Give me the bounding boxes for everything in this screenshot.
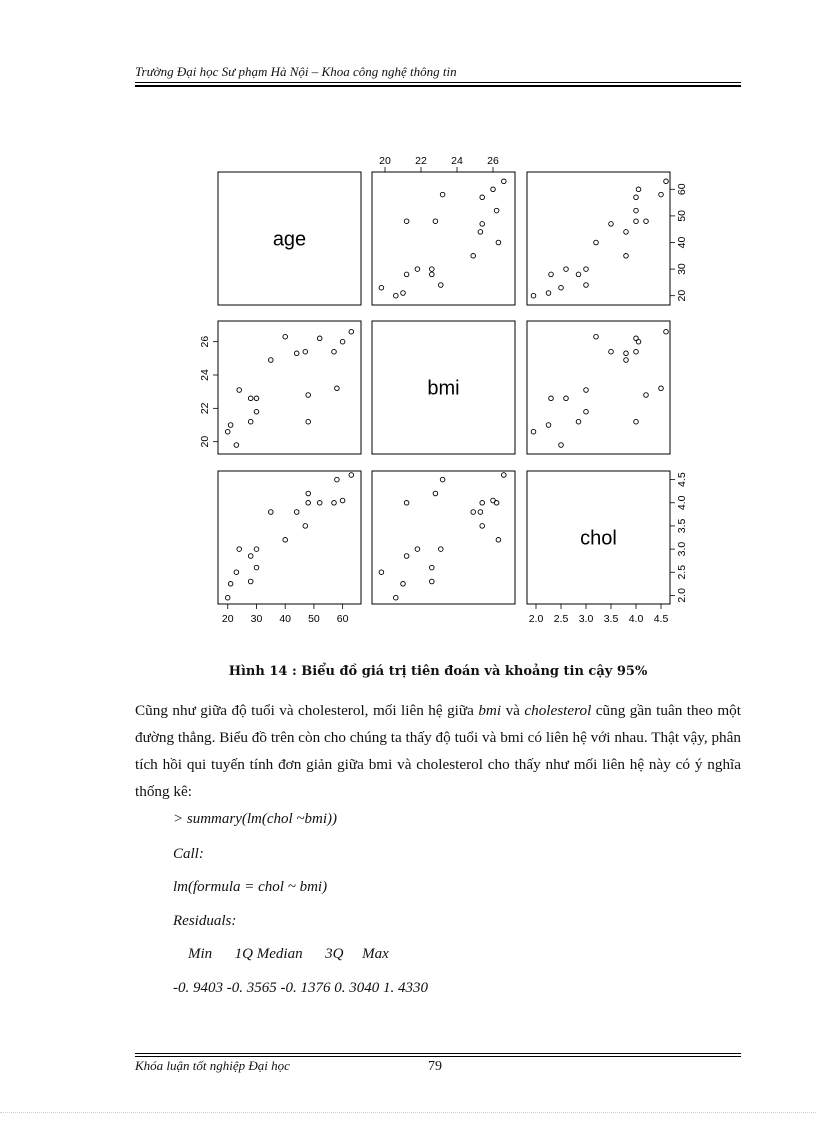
point-bmi-vs-age bbox=[234, 443, 239, 448]
right-axis-chol-tick-label: 4.5 bbox=[676, 472, 688, 487]
point-chol-vs-bmi bbox=[480, 524, 485, 529]
point-chol-vs-age bbox=[269, 510, 274, 515]
point-chol-vs-bmi bbox=[471, 510, 476, 515]
point-chol-vs-bmi bbox=[404, 554, 409, 559]
point-bmi-vs-age bbox=[317, 336, 322, 341]
bottom-axis-chol-tick-label: 4.0 bbox=[628, 613, 644, 625]
code-line-3: lm(formula = chol ~ bmi) bbox=[173, 879, 328, 895]
bottom-axis-chol-tick-label: 3.5 bbox=[603, 613, 619, 625]
point-chol-vs-age bbox=[303, 524, 308, 529]
diagonal-label-chol: chol bbox=[580, 527, 617, 550]
point-bmi-vs-chol bbox=[576, 419, 581, 424]
point-bmi-vs-age bbox=[335, 386, 340, 391]
point-chol-vs-bmi bbox=[478, 510, 483, 515]
footer-title: Khóa luận tốt nghiệp Đại học bbox=[135, 1058, 290, 1073]
point-bmi-vs-chol bbox=[531, 429, 536, 434]
point-bmi-vs-age bbox=[254, 396, 259, 401]
point-age-vs-bmi bbox=[401, 291, 406, 296]
point-bmi-vs-chol bbox=[636, 339, 641, 344]
point-age-vs-chol bbox=[546, 291, 551, 296]
point-chol-vs-bmi bbox=[480, 501, 485, 506]
point-chol-vs-bmi bbox=[379, 570, 384, 575]
point-chol-vs-bmi bbox=[415, 547, 420, 552]
right-axis-age-tick-label: 20 bbox=[676, 289, 688, 302]
point-chol-vs-bmi bbox=[496, 538, 501, 543]
term-cholesterol: cholesterol bbox=[524, 702, 592, 719]
point-age-vs-chol bbox=[531, 293, 536, 298]
code-line-1: > summary(lm(chol ~bmi)) bbox=[173, 811, 338, 827]
point-age-vs-bmi bbox=[404, 272, 409, 277]
page-edge bbox=[0, 1112, 816, 1113]
point-age-vs-bmi bbox=[480, 195, 485, 200]
point-age-vs-bmi bbox=[496, 240, 501, 245]
point-age-vs-chol bbox=[659, 192, 664, 197]
point-age-vs-bmi bbox=[430, 267, 435, 272]
point-chol-vs-age bbox=[248, 579, 253, 584]
left-axis-bmi-tick-label: 24 bbox=[199, 369, 211, 381]
point-bmi-vs-chol bbox=[634, 419, 639, 424]
panel-age-chol bbox=[527, 172, 670, 305]
point-age-vs-chol bbox=[584, 267, 589, 272]
point-age-vs-bmi bbox=[439, 283, 444, 288]
point-chol-vs-bmi bbox=[430, 579, 435, 584]
point-chol-vs-age bbox=[349, 473, 354, 478]
point-chol-vs-age bbox=[234, 570, 239, 575]
point-chol-vs-age bbox=[225, 595, 230, 600]
scatterplot-matrix bbox=[180, 140, 700, 645]
point-bmi-vs-age bbox=[294, 351, 299, 356]
point-age-vs-chol bbox=[576, 272, 581, 277]
page-number: 79 bbox=[428, 1059, 442, 1074]
point-bmi-vs-chol bbox=[564, 396, 569, 401]
point-age-vs-chol bbox=[624, 254, 629, 259]
point-chol-vs-age bbox=[306, 491, 311, 496]
point-bmi-vs-age bbox=[225, 429, 230, 434]
point-age-vs-bmi bbox=[394, 293, 399, 298]
diagonal-label-bmi: bmi bbox=[427, 377, 460, 400]
point-bmi-vs-age bbox=[306, 419, 311, 424]
right-axis-age-tick-label: 40 bbox=[676, 236, 688, 249]
point-chol-vs-age bbox=[283, 538, 288, 543]
point-age-vs-chol bbox=[634, 208, 639, 213]
point-bmi-vs-chol bbox=[584, 409, 589, 414]
point-chol-vs-bmi bbox=[502, 473, 507, 478]
point-chol-vs-bmi bbox=[439, 547, 444, 552]
top-axis-bmi-tick-label: 24 bbox=[451, 155, 463, 167]
header-rule bbox=[135, 82, 741, 83]
point-age-vs-chol bbox=[594, 240, 599, 245]
point-age-vs-chol bbox=[564, 267, 569, 272]
code-line-2: Call: bbox=[173, 846, 204, 862]
point-age-vs-bmi bbox=[404, 219, 409, 224]
body-paragraph: Cũng như giữa độ tuổi và cholesterol, mối liên hệ giữa bmi và cholesterol cũng gần tuân theo một đường thẳng. Biểu đồ trên còn cho chúng ta thấy độ tuổi và bmi có liên hệ với nhau. Thật vậy, phân tích hồi qui tuyến tính đơn giản giữa bmi và cholesterol cho thấy như mối liên hệ này có ý nghĩa thống kê: bbox=[135, 702, 741, 800]
top-axis-bmi-tick-label: 26 bbox=[487, 155, 499, 167]
point-chol-vs-bmi bbox=[491, 498, 496, 503]
point-bmi-vs-chol bbox=[559, 443, 564, 448]
bottom-axis-age-tick-label: 20 bbox=[221, 613, 234, 625]
point-age-vs-bmi bbox=[480, 222, 485, 227]
point-bmi-vs-chol bbox=[664, 329, 669, 334]
panel-chol-age bbox=[218, 471, 361, 604]
code-line-5: Min 1Q Median 3Q Max bbox=[173, 946, 389, 962]
footer-rule bbox=[135, 1056, 741, 1057]
point-bmi-vs-age bbox=[269, 358, 274, 363]
point-bmi-vs-age bbox=[283, 334, 288, 339]
point-age-vs-chol bbox=[624, 230, 629, 235]
point-bmi-vs-age bbox=[248, 396, 253, 401]
point-chol-vs-bmi bbox=[401, 582, 406, 587]
point-bmi-vs-age bbox=[254, 409, 259, 414]
point-bmi-vs-chol bbox=[549, 396, 554, 401]
point-bmi-vs-age bbox=[332, 349, 337, 354]
point-age-vs-bmi bbox=[440, 192, 445, 197]
point-age-vs-bmi bbox=[478, 230, 483, 235]
point-chol-vs-age bbox=[294, 510, 299, 515]
point-age-vs-chol bbox=[549, 272, 554, 277]
left-axis-bmi-tick-label: 22 bbox=[199, 402, 211, 415]
point-bmi-vs-age bbox=[340, 339, 345, 344]
point-age-vs-bmi bbox=[502, 179, 507, 184]
point-age-vs-chol bbox=[559, 285, 564, 290]
point-chol-vs-age bbox=[228, 582, 233, 587]
panel-bmi-chol bbox=[527, 321, 670, 454]
point-chol-vs-bmi bbox=[430, 565, 435, 570]
bottom-axis-chol-tick-label: 2.0 bbox=[528, 613, 544, 625]
point-chol-vs-bmi bbox=[440, 477, 445, 482]
point-chol-vs-age bbox=[335, 477, 340, 482]
right-axis-age-tick-label: 30 bbox=[676, 263, 688, 275]
bottom-axis-age-tick-label: 30 bbox=[250, 613, 263, 625]
point-age-vs-chol bbox=[609, 222, 614, 227]
point-age-vs-chol bbox=[634, 195, 639, 200]
point-chol-vs-age bbox=[317, 501, 322, 506]
header-rule-thick bbox=[135, 85, 741, 87]
point-age-vs-chol bbox=[584, 283, 589, 288]
point-age-vs-chol bbox=[636, 187, 641, 192]
left-axis-bmi-tick-label: 26 bbox=[199, 335, 211, 348]
bottom-axis-age-tick-label: 50 bbox=[308, 613, 320, 625]
point-bmi-vs-chol bbox=[659, 386, 664, 391]
point-bmi-vs-chol bbox=[594, 334, 599, 339]
point-bmi-vs-chol bbox=[624, 351, 629, 356]
term-bmi: bmi bbox=[478, 702, 502, 719]
point-age-vs-bmi bbox=[471, 254, 476, 259]
point-chol-vs-bmi bbox=[433, 491, 438, 496]
point-chol-vs-age bbox=[332, 501, 337, 506]
page-header: Trường Đại học Sư phạm Hà Nội – Khoa công nghệ thông tin bbox=[135, 64, 457, 79]
right-axis-chol-tick-label: 2.0 bbox=[676, 588, 688, 603]
point-chol-vs-bmi bbox=[404, 501, 409, 506]
point-age-vs-bmi bbox=[415, 267, 420, 272]
point-bmi-vs-chol bbox=[644, 393, 649, 398]
bottom-axis-chol-tick-label: 3.0 bbox=[578, 613, 594, 625]
right-axis-chol-tick-label: 3.0 bbox=[676, 541, 688, 557]
point-bmi-vs-chol bbox=[609, 349, 614, 354]
point-bmi-vs-age bbox=[306, 393, 311, 398]
right-axis-age-tick-label: 60 bbox=[676, 183, 688, 196]
bottom-axis-chol-tick-label: 4.5 bbox=[653, 613, 669, 625]
right-axis-chol-tick-label: 4.0 bbox=[676, 495, 688, 511]
point-age-vs-chol bbox=[664, 179, 669, 184]
point-age-vs-bmi bbox=[491, 187, 496, 192]
point-chol-vs-age bbox=[248, 554, 253, 559]
point-bmi-vs-chol bbox=[624, 358, 629, 363]
left-axis-bmi-tick-label: 20 bbox=[199, 435, 211, 448]
bottom-axis-chol-tick-label: 2.5 bbox=[553, 613, 569, 625]
point-chol-vs-age bbox=[306, 501, 311, 506]
point-chol-vs-age bbox=[237, 547, 242, 552]
top-axis-bmi-tick-label: 22 bbox=[415, 155, 427, 167]
point-age-vs-bmi bbox=[433, 219, 438, 224]
point-bmi-vs-chol bbox=[546, 423, 551, 428]
point-bmi-vs-age bbox=[237, 388, 242, 393]
point-chol-vs-age bbox=[254, 547, 259, 552]
point-chol-vs-bmi bbox=[394, 595, 399, 600]
diagonal-label-age: age bbox=[272, 228, 307, 251]
point-age-vs-bmi bbox=[379, 285, 384, 290]
code-line-4: Residuals: bbox=[173, 913, 237, 929]
code-line-6: -0. 9403 -0. 3565 -0. 1376 0. 3040 1. 4330 bbox=[173, 980, 428, 996]
figure-caption: Hình 14 : Biểu đồ giá trị tiên đoán và khoảng tin cậy 95% bbox=[228, 664, 648, 679]
right-axis-age-tick-label: 50 bbox=[676, 210, 688, 222]
point-bmi-vs-age bbox=[228, 423, 233, 428]
right-axis-chol-tick-label: 2.5 bbox=[676, 564, 688, 580]
footer-rule-thick bbox=[135, 1053, 741, 1054]
point-age-vs-bmi bbox=[430, 272, 435, 277]
top-axis-bmi-tick-label: 20 bbox=[379, 155, 391, 167]
point-age-vs-chol bbox=[634, 219, 639, 224]
point-age-vs-chol bbox=[644, 219, 649, 224]
point-chol-vs-age bbox=[340, 498, 345, 503]
point-bmi-vs-age bbox=[303, 349, 308, 354]
point-bmi-vs-chol bbox=[634, 349, 639, 354]
point-bmi-vs-age bbox=[248, 419, 253, 424]
bottom-axis-age-tick-label: 60 bbox=[336, 613, 349, 625]
point-chol-vs-age bbox=[254, 565, 259, 570]
point-age-vs-bmi bbox=[494, 208, 499, 213]
panel-chol-bmi bbox=[372, 471, 515, 604]
bottom-axis-age-tick-label: 40 bbox=[279, 613, 292, 625]
point-bmi-vs-chol bbox=[584, 388, 589, 393]
right-axis-chol-tick-label: 3.5 bbox=[676, 518, 688, 534]
point-bmi-vs-age bbox=[349, 329, 354, 334]
